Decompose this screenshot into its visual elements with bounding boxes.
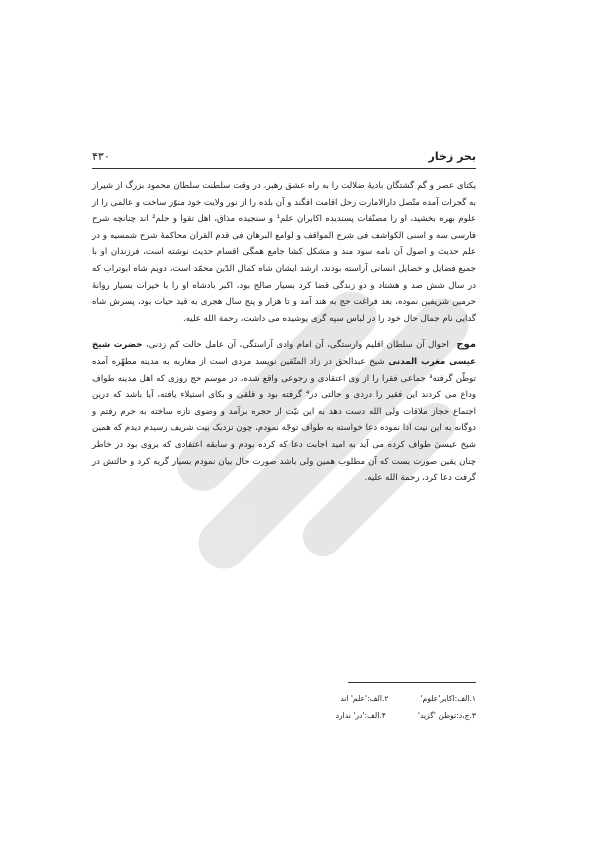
- footnote-row: [230, 707, 476, 724]
- running-title: بحر زخار: [428, 150, 476, 163]
- paragraph-1: یکتای عصر و گم گشتگان بادیهٔ ضلالت را به راه عشق رهبر، در وقت سلطنت سلطان محمود بزرگ از شیراز به گجرات آمده متّصل دارالامارت رحل اقامت افگند و آن بلده را از نور ولایت خود منوّر ساخت و عالمی را از علوم بهره بخشید، او را مصنّفات پسندیده اکابران علم¹ و سنجیده مذاق، اهل تقوا و حلم² اند چنانچه شرح فارسی سه و اسنی الکواشف فی شرح المواقف و لوامع البرهان فی قدم القران محاکمهٔ شرح شمسیه و در علم حدیث و اصول آن نامه سود مند و مشکل کشا جامع همگی اقسام حدیث نوشته است، فرزندان او با جمیع فضایل و خصایل انسانی آراسته بودند، ارشد ایشان شاه کمال الدّین محمّد است، دویم شاه ابوتراب که در سال شش صد و هشتاد و دو زندگی قضا کرد بسیار صالح بود، اکبر بادشاه او را با خیرات بسیار روانهٔ حرمین شریفین نموده، بعد فراغت حج به هند آمد و تا هزار و پنج سال هجری به قید حیات بود، پسرش شاه گدایی نام جمال حال خود را در لباس سپه گری پوشیده می داشت، رحمة الله علیه.: [92, 181, 477, 324]
- footnote-3: ۳.ج،د:توطن 'گزید': [417, 711, 476, 720]
- section-heading: موج: [456, 339, 477, 351]
- page-number: ۴۳۰: [92, 150, 110, 163]
- page-header: [92, 150, 476, 168]
- footnotes: [230, 690, 476, 724]
- footnote-1: ۱.الف:اکابر'علوم': [420, 694, 476, 703]
- footnote-rule: [348, 682, 476, 683]
- header-rule: [92, 168, 476, 169]
- paragraph-2-part-b: شیخ عبدالحق در زاد المتّقین نویسد مردی است از مغاربه به مدینه مطهّره آمده توطّن گرفته³ جماعی فقرا را از وی اعتقادی و رجوعی واقع شده، در موسم حج روزی که اهل مدینه طواف وداع می کردند این فقیر را دردی و حالتی در⁴ گرفته بود و قلقی و بکای استیلاء یافته، آیا باشد که درین اجتماع حجاز ملاقات ولی الله دست دهد به این نیّت از حجره برآمد و وضوی تازه ساخته به حرم رفتم و دوگانه به این نیت ادا نموده دعا خواسته به طواف توجّه نمودم، چون نزدیک بیت شریف رسیدم دیدم که همین شیخ عیسیٰ طواف کرده می آید به امید اجابت دعا که کرده بودم و سابقه اعتقادی که بروی بود در خاطر چنان یقین صورت بست که آن مطلوب همین ولی باشد صورت حال بیان نمودم بسیار گریه کرد و حالتش در گرفت دعا کرد، رحمة الله علیه.: [92, 356, 476, 484]
- paragraph-2-part-a: احوال آن سلطان اقلیم وارستگی، آن امام وادی آراستگی، آن عامل حالت کم زدنی،: [145, 340, 449, 351]
- footnote-row: [230, 690, 476, 707]
- footnote-4: ۴.الف:'در' ندارد: [335, 711, 386, 720]
- saint-name: حضرت شیخ عیسی مغرب المدنی: [92, 340, 477, 367]
- paragraph-2: [92, 337, 476, 486]
- body-text: [92, 178, 476, 487]
- footnote-2: ۲.الف:'علم' اند: [340, 694, 389, 703]
